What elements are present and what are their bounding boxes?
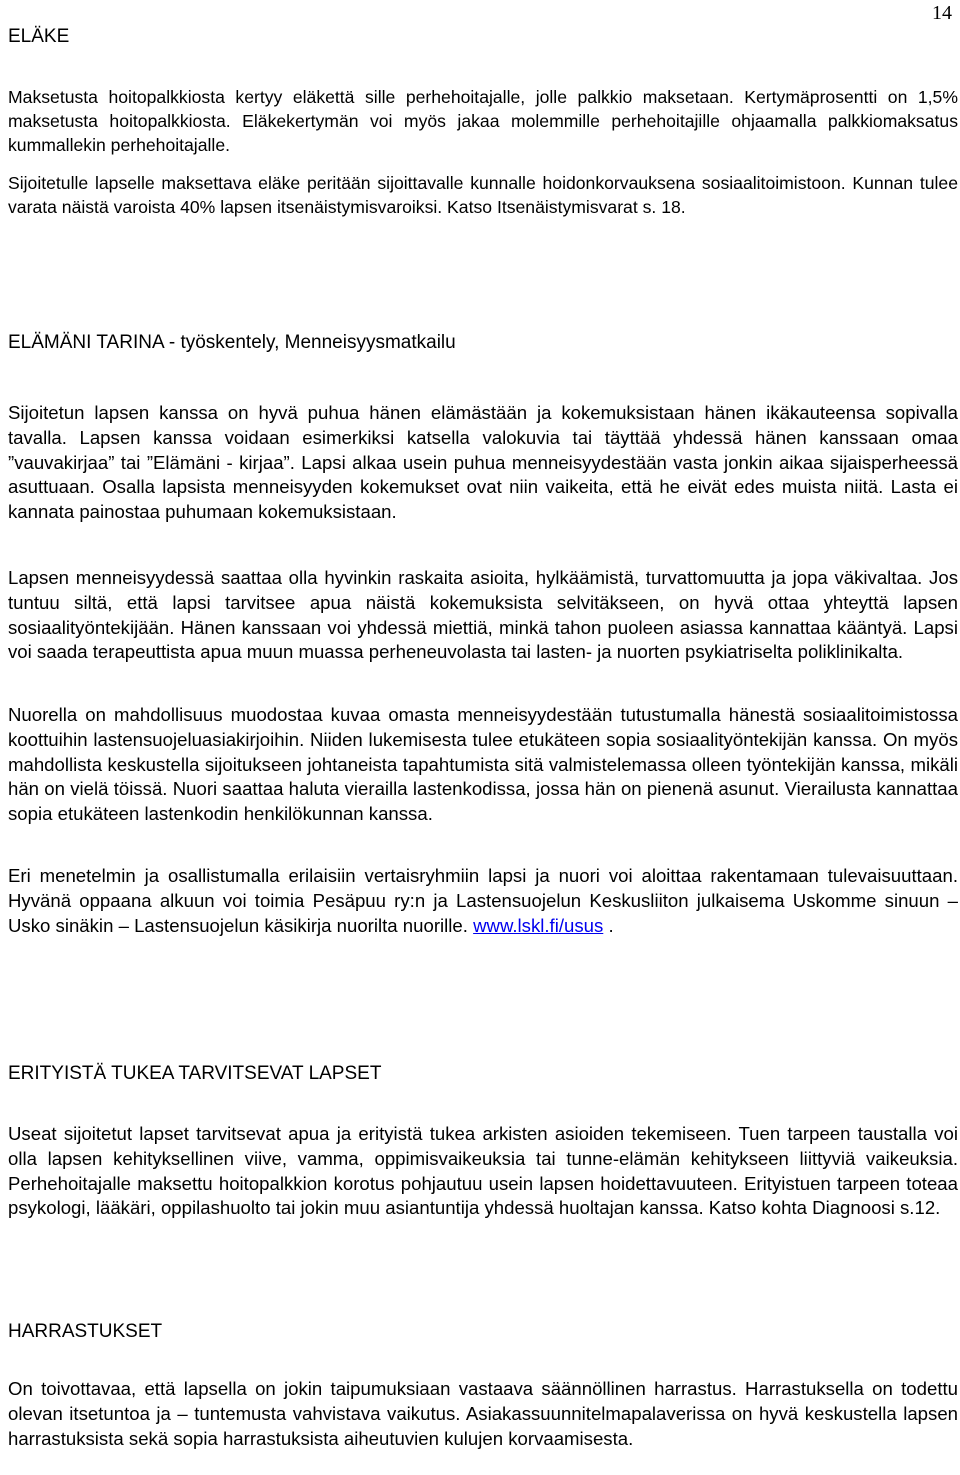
section-heading-harrastukset: HARRASTUKSET [8,1321,163,1342]
paragraph-tarina-4-text: Eri menetelmin ja osallistumalla erilaisiin vertaisryhmiin lapsi ja nuori voi aloittaa rakentamaan tulevaisuuttaan. Hyvänä oppaana alkuun voi toimia Pesäpuu ry:n ja Lastensuojelun Keskusliiton julkaisema Uskomme sinuun – Usko sinäkin – Lastensuojelun käsikirja nuorilta nuorille. [8,865,958,936]
paragraph-elake-2: Sijoitetulle lapselle maksettava eläke peritään sijoittavalle kunnalle hoidonkorvauksena sosiaalitoimistoon. Kunnan tulee varata näistä varoista 40% lapsen itsenäistymisvaroiksi. Katso Itsenäistymisvarat s. 18. [8,173,958,217]
paragraph-erityista-1: Useat sijoitetut lapset tarvitsevat apua ja erityistä tukea arkisten asioiden tekemiseen. Tuen tarpeen taustalla voi olla lapsen kehityksellinen viive, vamma, oppimisvaikeuksia tai tunne-elämän kehitykseen liittyviä vaikeuksia. Perhehoitajalle maksettu hoitopalkkion korotus pohjautuu usein lapsen hoidettavuuteen. Erityistuen tarpeen toteaa psykologi, lääkäri, oppilashuolto tai jokin muu asiantuntija yhdessä huoltajan kanssa. Katso kohta Diagnoosi s.12. [8,1123,958,1219]
link-suffix: . [608,914,614,936]
page-number: 14 [932,2,952,24]
paragraph-tarina-1: Sijoitetun lapsen kanssa on hyvä puhua hänen elämästään ja kokemuksistaan hänen ikäkauteensa sopivalla tavalla. Lapsen kanssa voidaan esimerkiksi katsella valokuvia tai täyttää yhdessä hänen kanssaan omaa ”vauvakirjaa” tai ”Elämäni - kirjaa”. Lapsi alkaa usein puhua menneisyydestään vasta jonkin aikaa sijaisperheessä asuttuaan. Osalla lapsista menneisyyden kokemukset ovat niin vaikeita, että he eivät edes muista niitä. Lasta ei kannata painostaa puhumaan kokemuksistaan. [8,402,958,523]
paragraph-harrastukset-1: On toivottavaa, että lapsella on jokin taipumuksiaan vastaava säännöllinen harrastus. Harrastuksella on todettu olevan itsetuntoa ja – tuntemusta vahvistava vaikutus. Asiakassuunnitelmapalaverissa on hyvä keskustella lapsen harrastuksista sekä sopia harrastuksista aiheutuvien kulujen korvaamisesta. [8,1378,958,1449]
paragraph-tarina-3: Nuorella on mahdollisuus muodostaa kuvaa omasta menneisyydestään tutustumalla hänestä sosiaalitoimistossa koottuihin lastensuojeluasiakirjoihin. Niiden lukemisesta tulee etukäteen sopia sosiaalityöntekijän kanssa. On myös mahdollista keskustella sijoitukseen johtaneista tapahtumista sitä valmistelemassa olleen työntekijän kanssa, mikäli hän on vielä töissä. Nuori saattaa haluta vierailla lastenkodissa, jossa hän on pienenä asunut. Vierailusta kannattaa sopia etukäteen lastenkodin henkilökunnan kanssa. [8,704,958,825]
paragraph-tarina-2: Lapsen menneisyydessä saattaa olla hyvinkin raskaita asioita, hylkäämistä, turvattomuutta ja jopa väkivaltaa. Jos tuntuu siltä, että lapsi tarvitsee apua näistä kokemuksista selvitäkseen, on hyvä ottaa yhteyttä lapsen sosiaalityöntekijään. Hänen kanssaan voi yhdessä miettiä, minkä tahon puoleen asiassa kannattaa kääntyä. Lapsi voi saada terapeuttista apua muun muassa perheneuvolasta tai lasten- ja nuorten psykiatriselta poliklinikalta. [8,567,958,663]
section-heading-elake: ELÄKE [8,26,70,47]
usus-link[interactable]: www.lskl.fi/usus [473,914,604,936]
paragraph-elake-1: Maksetusta hoitopalkkiosta kertyy eläkettä sille perhehoitajalle, jolle palkkio maksetaan. Kertymäprosentti on 1,5% maksetusta hoitopalkkiosta. Eläkekertymän voi myös jakaa molemmille perhehoitajille ohjaamalla palkkiomaksatus kummallekin perhehoitajalle. [8,87,958,155]
section-heading-elamani-tarina: ELÄMÄNI TARINA - työskentely, Menneisyysmatkailu [8,332,456,353]
section-heading-erityista-tukea: ERITYISTÄ TUKEA TARVITSEVAT LAPSET [8,1063,382,1084]
paragraph-tarina-4 [8,864,958,938]
